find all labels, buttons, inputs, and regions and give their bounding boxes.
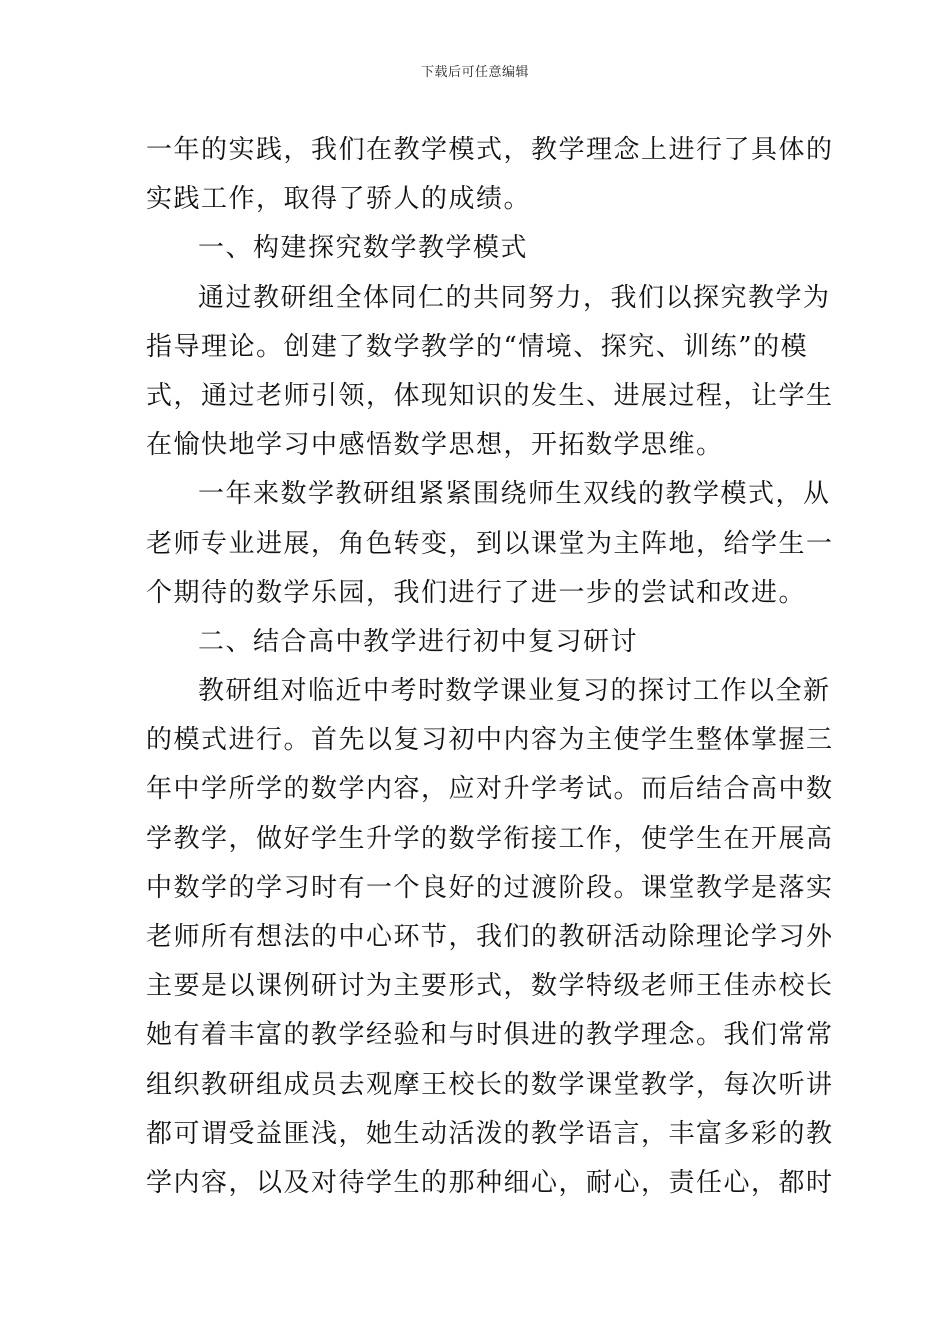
text-line: 学教学，做好学生升学的数学衔接工作，使学生在开展高 [146,823,834,854]
text-line: 她有着丰富的教学经验和与时俱进的教学理念。我们常常 [146,1020,834,1051]
text-line: 个期待的数学乐园，我们进行了进一步的尝试和改进。 [146,577,807,608]
text-line: 组织教研组成员去观摩王校长的数学课堂教学，每次听讲 [146,1069,834,1100]
text-line: 指导理论。创建了数学教学的“情境、探究、训练”的模 [146,331,809,362]
text-line: 在愉快地学习中感悟数学思想，开拓数学思维。 [146,430,724,461]
text-line: 老师专业进展，角色转变，到以课堂为主阵地，给学生一 [146,528,834,559]
text-line: 学内容，以及对待学生的那种细心，耐心，责任心，都时 [146,1167,834,1198]
document-body [146,126,834,1208]
section-heading: 二、结合高中教学进行初中复习研讨 [198,626,639,657]
text-line: 主要是以课例研讨为主要形式，数学特级老师王佳赤校长 [146,971,834,1002]
text-line: 式，通过老师引领，体现知识的发生、进展过程，让学生 [146,380,834,411]
text-line: 一年的实践，我们在教学模式，教学理念上进行了具体的 [146,135,834,165]
paragraph-start-line: 一年来数学教研组紧紧围绕师生双线的教学模式，从 [198,479,831,510]
paragraph-start-line: 通过教研组全体同仁的共同努力，我们以探究教学为 [198,282,831,313]
paragraph-start-line: 教研组对临近中考时数学课业复习的探讨工作以全新 [198,676,831,707]
text-line: 中数学的学习时有一个良好的过渡阶段。课堂教学是落实 [146,872,834,903]
page-header: 下载后可任意编辑 [420,65,529,80]
text-line: 的模式进行。首先以复习初中内容为主使学生整体掌握三 [146,725,834,756]
text-line: 老师所有想法的中心环节，我们的教研活动除理论学习外 [146,922,834,952]
text-line: 实践工作，取得了骄人的成绩。 [146,184,532,215]
text-line: 都可谓受益匪浅，她生动活泼的教学语言，丰富多彩的教 [146,1118,834,1149]
section-heading: 一、构建探究数学教学模式 [198,233,529,264]
text-line: 年中学所学的数学内容，应对升学考试。而后结合高中数 [146,774,834,805]
